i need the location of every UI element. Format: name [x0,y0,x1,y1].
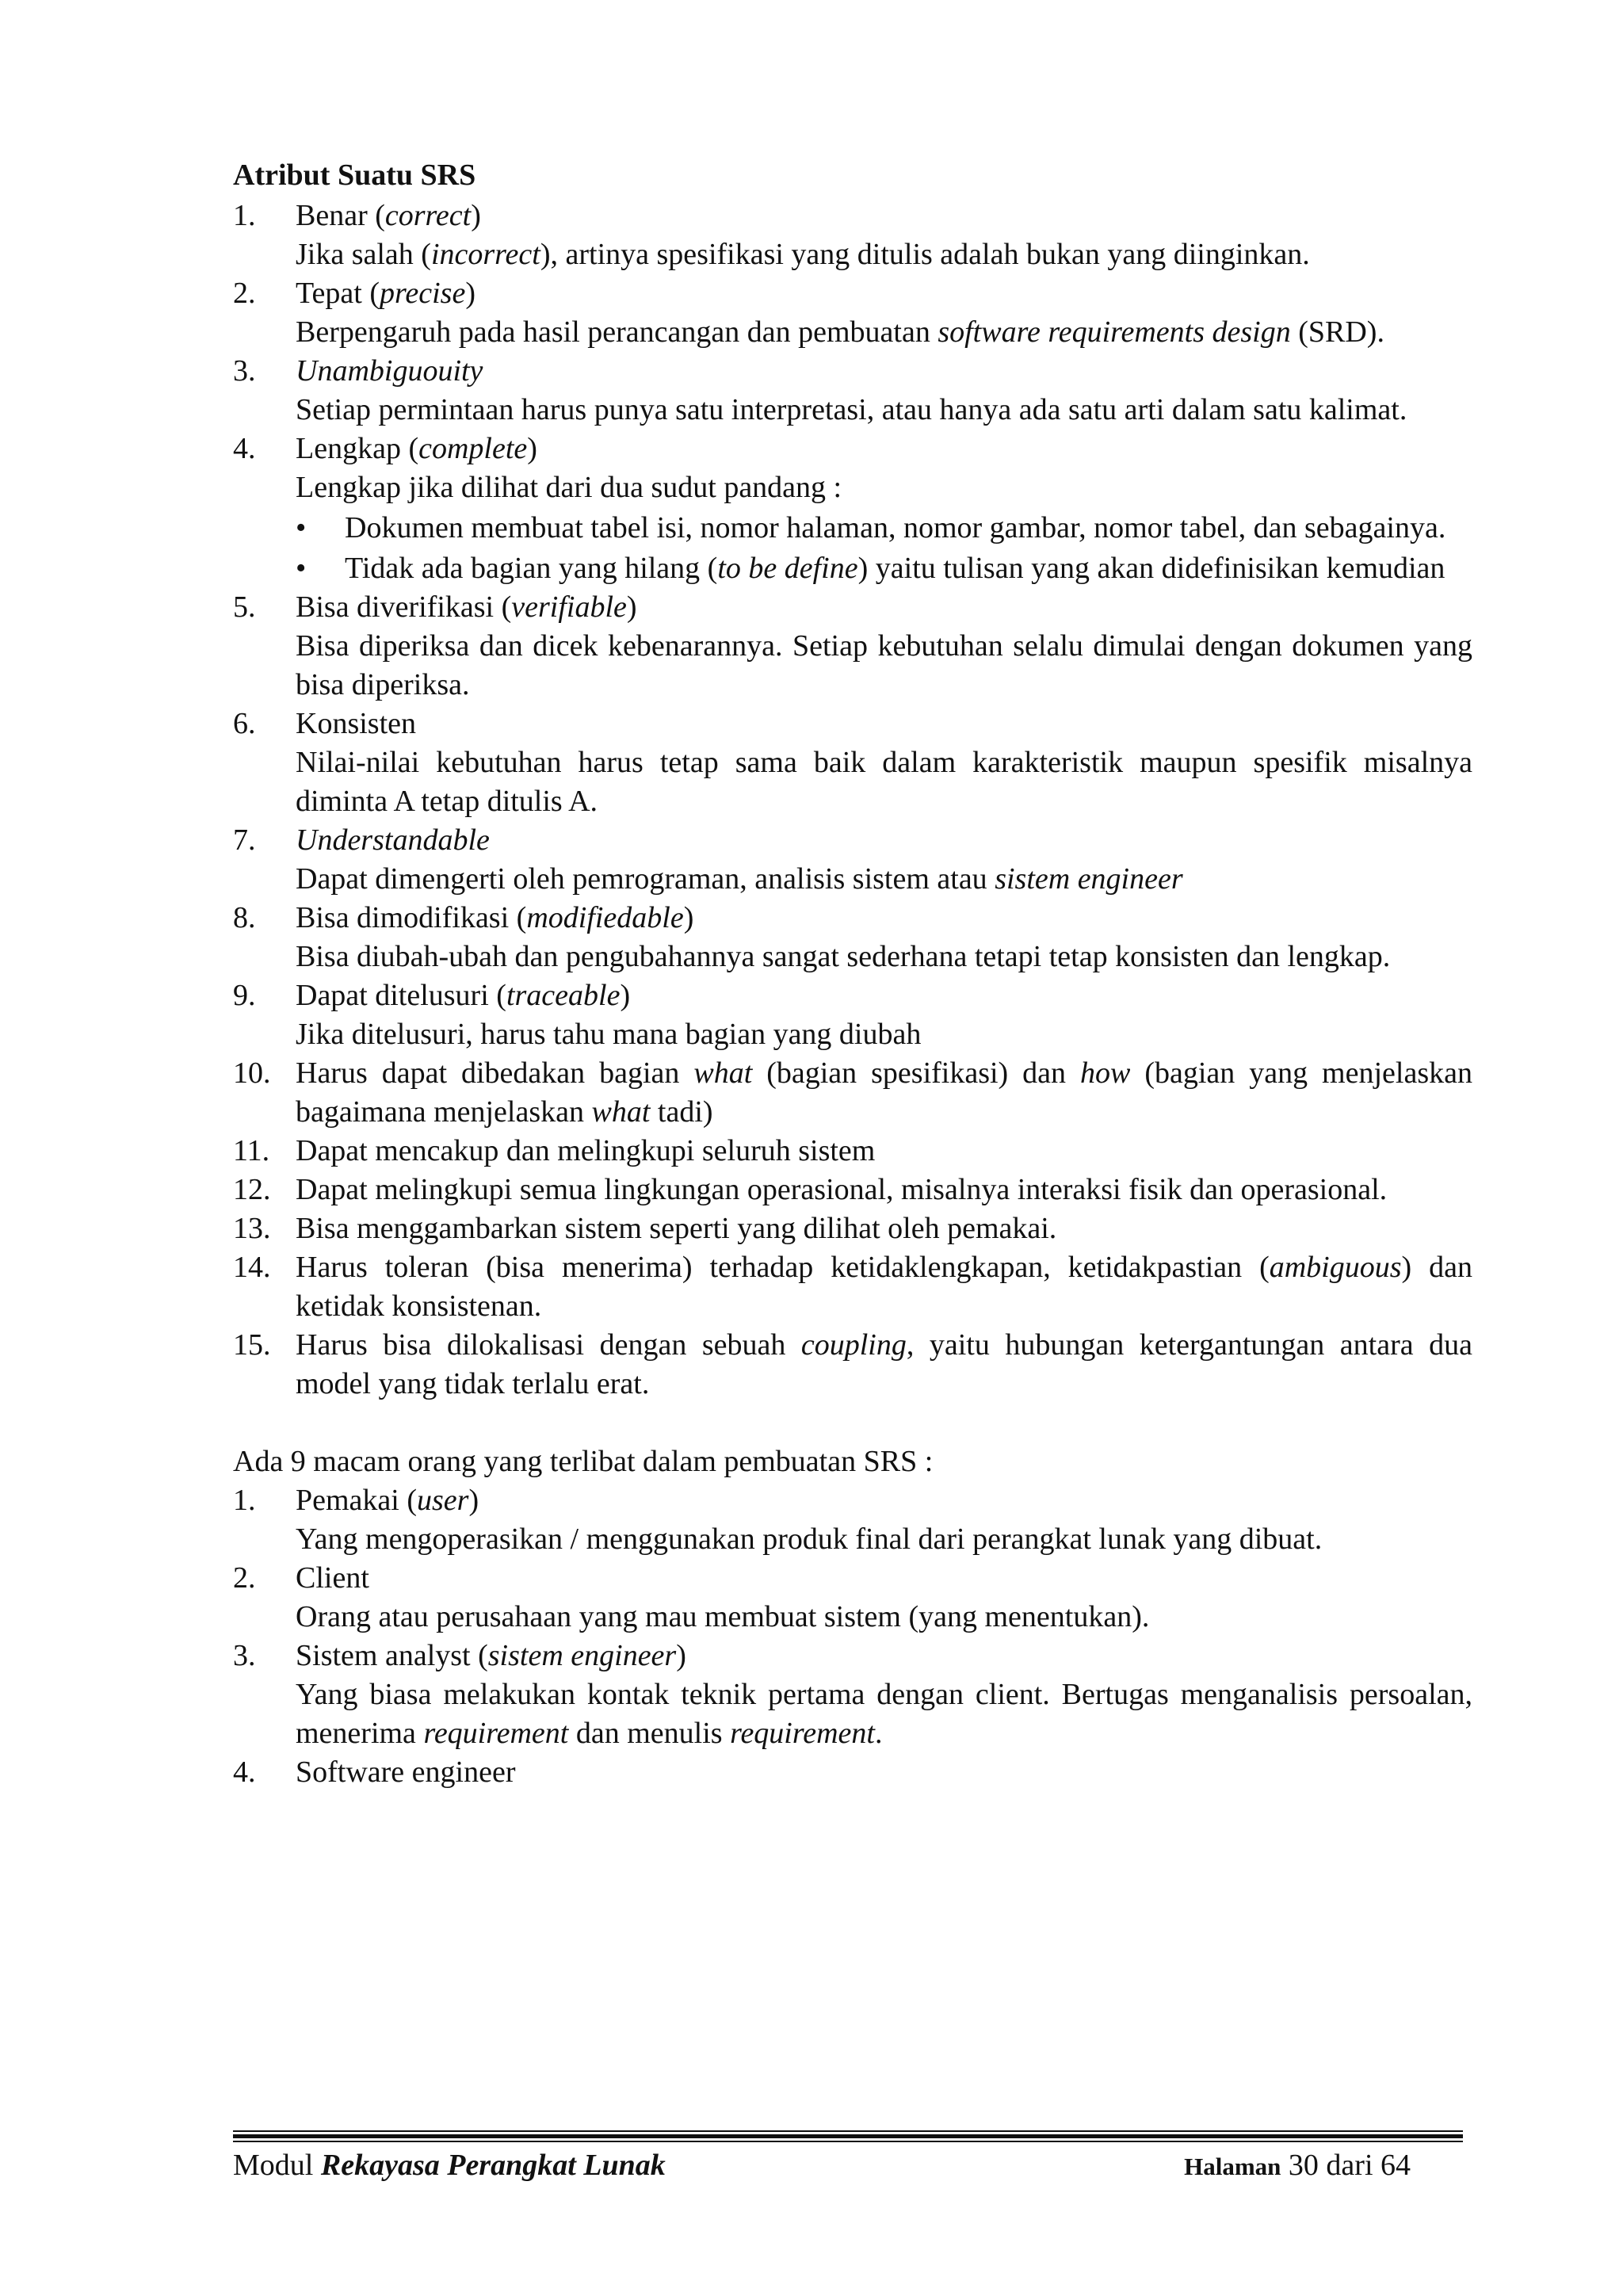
attribute-description [296,938,1472,976]
person-number: 2. [233,1561,256,1595]
person-title [296,1559,1472,1598]
person-number: 3. [233,1639,256,1672]
attribute-title-text: Harus toleran (bisa menerima) terhadap ketidaklengkapan, ketidakpastian ( [296,1251,1270,1284]
attribute-title-text: ) [626,590,637,624]
attribute-item [233,821,1472,899]
person-title [296,1637,1472,1675]
attribute-title-text: Dapat ditelusuri ( [296,979,506,1012]
attribute-number: 5. [233,590,256,624]
attribute-title-italic: verifiable [511,590,627,624]
attribute-title-italic: coupling [800,1328,907,1362]
attribute-description [296,743,1472,821]
attribute-number: 11. [233,1134,270,1167]
attribute-item [233,1248,1472,1326]
attribute-item [233,1326,1472,1404]
attribute-description-text: Setiap permintaan harus punya satu interpretasi, atau hanya ada satu arti dalam satu kalimat. [296,393,1407,426]
attribute-title-text: Bisa menggambarkan sistem seperti yang dilihat oleh pemakai. [296,1212,1057,1245]
attribute-item [233,352,1472,430]
person-title-italic: sistem engineer [487,1639,677,1672]
attribute-item [233,705,1472,821]
attribute-title-italic: Unambiguouity [296,354,483,388]
attribute-title-text: ) [620,979,631,1012]
attribute-number: 10. [233,1056,271,1090]
attribute-title-text: ) [683,901,694,934]
footer-page-number: 30 dari 64 [1288,2149,1411,2182]
attribute-description [296,627,1472,705]
attribute-bullet-item [296,509,1472,548]
attribute-title-text: (bagian spesifikasi) dan [752,1056,1080,1090]
attribute-description-text: Dapat dimengerti oleh pemrograman, analisis sistem atau [296,862,995,896]
attribute-description [296,391,1472,430]
attribute-title [296,1209,1472,1248]
attribute-title-text: Harus dapat dibedakan bagian [296,1056,694,1090]
person-description-italic: requirement [423,1717,569,1750]
attribute-title-italic: modifiedable [526,901,684,934]
attribute-title-text: tadi) [650,1095,713,1129]
attribute-title-italic: traceable [506,979,621,1012]
attribute-title-text: Tepat ( [296,277,380,310]
attribute-title [296,899,1472,938]
attribute-title [296,1171,1472,1209]
attribute-number: 12. [233,1173,271,1206]
attribute-description [296,1015,1472,1054]
person-title [296,1753,1472,1792]
attribute-title-text: Dapat melingkupi semua lingkungan operasional, misalnya interaksi fisik dan operasional. [296,1173,1388,1206]
section-heading: Atribut Suatu SRS [233,159,476,192]
footer-page [1184,2146,1411,2186]
attribute-item [233,899,1472,976]
bullet-icon: • [296,552,307,585]
attribute-number: 1. [233,199,256,232]
attribute-title-italic: Understandable [296,823,490,857]
person-title-text: Client [296,1561,369,1595]
attribute-title [296,1054,1472,1132]
attribute-title-text: Lengkap ( [296,432,419,465]
person-title-text: ) [676,1639,686,1672]
page-footer [233,2146,1411,2186]
bullet-icon: • [296,511,307,544]
attribute-title-text: Dapat mencakup dan melingkupi seluruh sistem [296,1134,876,1167]
attribute-title-text: ) [471,199,481,232]
attribute-description-text: Jika ditelusuri, harus tahu mana bagian yang diubah [296,1018,922,1051]
attribute-description [296,468,1472,507]
attribute-title-text: , yaitu hubungan ketergantungan antara dua model yang tidak terlalu erat. [296,1328,1472,1400]
attribute-description-text: Bisa diubah-ubah dan pengubahannya sangat sederhana tetapi tetap konsisten dan lengkap. [296,940,1391,973]
person-title-text: Pemakai ( [296,1484,418,1517]
attribute-title [296,197,1472,235]
footer-divider [233,2130,1463,2145]
attribute-title-text: ) [465,277,475,310]
attribute-description-text: ), artinya spesifikasi yang ditulis adalah bukan yang diinginkan. [540,238,1310,271]
person-title-text: ) [468,1484,479,1517]
attribute-title-italic: how [1080,1056,1131,1090]
attribute-title [296,588,1472,627]
attribute-item [233,197,1472,274]
attribute-number: 2. [233,277,256,310]
attribute-title-italic: correct [384,199,472,232]
attribute-description-italic: software requirements design [938,315,1291,349]
attribute-description [296,313,1472,352]
attribute-number: 6. [233,707,256,740]
person-description [296,1598,1472,1637]
person-description-text: Yang biasa melakukan kontak teknik pertama dengan client. Bertugas menganalisis persoalan, menerima [296,1678,1472,1750]
attribute-description [296,860,1472,899]
attribute-title [296,1248,1472,1326]
attribute-title [296,821,1472,860]
person-description [296,1675,1472,1753]
footer-page-label: Halaman [1184,2153,1281,2180]
attribute-number: 14. [233,1251,271,1284]
attribute-title-italic: ambiguous [1269,1251,1402,1284]
attribute-number: 3. [233,354,256,388]
attribute-title-text: Harus bisa dilokalisasi dengan sebuah [296,1328,801,1362]
person-item [233,1559,1472,1637]
person-description-italic: requirement [730,1717,875,1750]
footer-module [233,2146,666,2186]
attribute-item [233,976,1472,1054]
attribute-list [233,197,1472,1404]
person-title-text: Software engineer [296,1755,516,1789]
attribute-item [233,1132,1472,1171]
attribute-title-italic: what [591,1095,651,1129]
attribute-item [233,1054,1472,1132]
attribute-title-text: (bagian yang menjelaskan bagaimana menjelaskan [296,1056,1472,1129]
attribute-item [233,274,1472,352]
person-item [233,1637,1472,1753]
attribute-description-text: Lengkap jika dilihat dari dua sudut pandang : [296,471,842,504]
people-list [233,1481,1472,1792]
person-item [233,1753,1472,1792]
attribute-description-text: Nilai-nilai kebutuhan harus tetap sama baik dalam karakteristik maupun spesifik misalnya diminta A tetap ditulis A. [296,746,1472,818]
footer-rule-thin [233,2130,1463,2132]
attribute-description-text: Bisa diperiksa dan dicek kebenarannya. Setiap kebutuhan selalu dimulai dengan dokumen yang bisa diperiksa. [296,629,1472,701]
person-description-text: Orang atau perusahaan yang mau membuat sistem (yang menentukan). [296,1600,1150,1633]
person-number: 4. [233,1755,256,1789]
attribute-title [296,352,1472,391]
attribute-title [296,976,1472,1015]
attribute-title-text: Bisa diverifikasi ( [296,590,512,624]
person-description-text: Yang mengoperasikan / menggunakan produk final dari perangkat lunak yang dibuat. [296,1522,1323,1556]
attribute-bullet-list [296,509,1472,588]
footer-module-title: Rekayasa Perangkat Lunak [320,2149,666,2182]
attribute-bullet-item [296,549,1472,588]
attribute-bullet-text: ) yaitu tulisan yang akan didefinisikan kemudian [857,552,1445,585]
attribute-title [296,705,1472,743]
person-item [233,1481,1472,1559]
attribute-title [296,1132,1472,1171]
attribute-bullet-text: Dokumen membuat tabel isi, nomor halaman, nomor gambar, nomor tabel, dan sebagainya. [345,511,1446,544]
attribute-title-italic: what [693,1056,753,1090]
attribute-description-italic: incorrect [430,238,540,271]
attribute-description-text: Berpengaruh pada hasil perancangan dan pembuatan [296,315,938,349]
attribute-title-text: Konsisten [296,707,416,740]
attribute-number: 7. [233,823,256,857]
attribute-title [296,1326,1472,1404]
people-intro: Ada 9 macam orang yang terlibat dalam pembuatan SRS : [233,1445,934,1478]
attribute-description-italic: sistem engineer [995,862,1183,896]
attribute-item [233,1171,1472,1209]
attribute-title-text: ) [527,432,537,465]
attribute-number: 9. [233,979,256,1012]
person-title-italic: user [417,1484,469,1517]
attribute-bullet-italic: to be define [717,552,858,585]
attribute-number: 13. [233,1212,271,1245]
attribute-number: 4. [233,432,256,465]
attribute-description-text: (SRD). [1290,315,1384,349]
attribute-item [233,1209,1472,1248]
attribute-title [296,274,1472,313]
spacer [233,1404,1472,1442]
person-description [296,1520,1472,1559]
attribute-title-italic: precise [380,277,466,310]
attribute-number: 15. [233,1328,271,1362]
attribute-description-text: Jika salah ( [296,238,431,271]
person-description-text: . [874,1717,883,1750]
attribute-bullet-text: Tidak ada bagian yang hilang ( [345,552,718,585]
attribute-title [296,430,1472,468]
person-title-text: Sistem analyst ( [296,1639,488,1672]
attribute-title-text: Benar ( [296,199,385,232]
person-description-text: dan menulis [568,1717,731,1750]
person-title [296,1481,1472,1520]
footer-rule-thick [233,2134,1463,2138]
attribute-item [233,430,1472,588]
attribute-number: 8. [233,901,256,934]
attribute-title-text: ) dan ketidak konsistenan. [296,1251,1472,1323]
attribute-description [296,235,1472,274]
attribute-item [233,588,1472,705]
attribute-title-text: Bisa dimodifikasi ( [296,901,527,934]
person-number: 1. [233,1484,256,1517]
footer-module-prefix: Modul [233,2149,314,2182]
document-body [233,156,1472,1792]
footer-rule-thin [233,2141,1463,2142]
attribute-title-italic: complete [418,432,528,465]
